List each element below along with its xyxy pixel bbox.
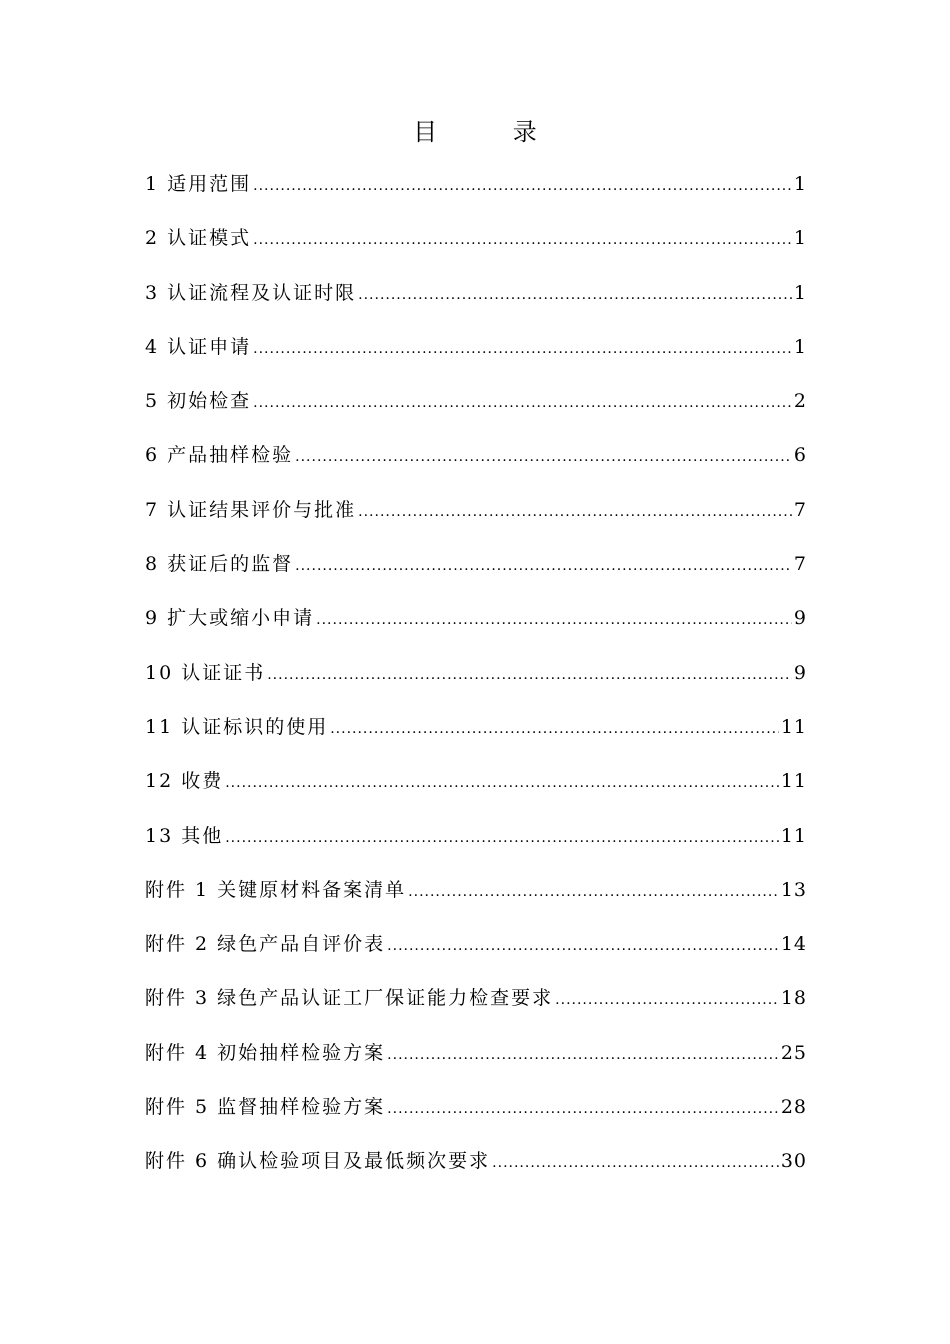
toc-item[interactable] (145, 981, 807, 1035)
toc-item[interactable] (145, 384, 807, 438)
toc-item[interactable] (145, 927, 807, 981)
toc-item[interactable] (145, 547, 807, 601)
toc-item-label: 5 初始检查 (145, 390, 252, 413)
toc-leader (387, 1092, 779, 1126)
toc-item-page: 1 (793, 335, 807, 358)
toc-item-label: 附件 4 初始抽样检验方案 (145, 1041, 386, 1064)
toc-item-label: 13 其他 (145, 824, 224, 847)
toc-item[interactable] (145, 1036, 807, 1090)
toc-item-page: 1 (793, 281, 807, 304)
toc-leader (253, 169, 792, 203)
toc-item[interactable] (145, 819, 807, 873)
toc-item-label: 3 认证流程及认证时限 (145, 281, 357, 304)
toc-leader (253, 223, 792, 257)
toc-leader (295, 440, 792, 474)
toc-item-label: 附件 5 监督抽样检验方案 (145, 1096, 386, 1119)
toc-leader (267, 658, 792, 692)
toc-item-page: 11 (780, 770, 807, 793)
toc-item-page: 1 (793, 173, 807, 195)
toc-item-page: 11 (780, 715, 807, 738)
toc-item[interactable] (145, 873, 807, 927)
toc-item-label: 4 认证申请 (145, 335, 252, 358)
toc-leader (387, 1038, 779, 1072)
toc-item[interactable] (145, 1144, 807, 1198)
toc-leader (225, 821, 779, 855)
toc-leader (358, 495, 792, 529)
toc-item[interactable] (145, 656, 807, 710)
toc-item-label: 10 认证证书 (145, 661, 266, 684)
toc-item[interactable] (145, 601, 807, 655)
toc-leader (555, 983, 779, 1017)
toc-item-label: 7 认证结果评价与批准 (145, 498, 357, 521)
toc-item[interactable] (145, 330, 807, 384)
toc-item-page: 13 (780, 878, 807, 901)
toc-item-page: 9 (793, 607, 807, 630)
toc-leader (253, 386, 792, 420)
toc-item-label: 9 扩大或缩小申请 (145, 607, 315, 630)
toc-leader (225, 766, 779, 800)
toc-item-label: 6 产品抽样检验 (145, 444, 294, 467)
toc-item[interactable] (145, 221, 807, 275)
toc-item-page: 2 (793, 390, 807, 413)
toc-item[interactable] (145, 438, 807, 492)
toc-item-label: 2 认证模式 (145, 227, 252, 250)
toc-item-label: 12 收费 (145, 770, 224, 793)
toc-item-page: 14 (780, 933, 807, 956)
toc-leader (295, 549, 792, 583)
toc-item-page: 7 (793, 498, 807, 521)
toc-item-page: 25 (780, 1041, 807, 1064)
toc-item-label: 附件 1 关键原材料备案清单 (145, 878, 407, 901)
toc-item[interactable] (145, 276, 807, 330)
toc-item-page: 9 (793, 661, 807, 684)
toc-item-page: 11 (780, 824, 807, 847)
toc-item-label: 11 认证标识的使用 (145, 715, 329, 738)
toc-item-label: 1 适用范围 (145, 173, 252, 195)
toc-leader (408, 875, 779, 909)
toc-item-label: 8 获证后的监督 (145, 553, 294, 576)
toc-item-page: 7 (793, 553, 807, 576)
toc-leader (358, 278, 792, 312)
toc-leader (253, 332, 792, 366)
toc-item[interactable] (145, 764, 807, 818)
toc-item[interactable] (145, 710, 807, 764)
toc-item-label: 附件 2 绿色产品自评价表 (145, 933, 386, 956)
toc-title: 目 录 (413, 118, 571, 146)
toc-leader (387, 929, 779, 963)
toc-item-page: 28 (780, 1096, 807, 1119)
toc-item[interactable] (145, 493, 807, 547)
toc-list (145, 167, 807, 1199)
toc-leader (330, 712, 779, 746)
toc-item-page: 30 (780, 1150, 807, 1173)
toc-item-label: 附件 6 确认检验项目及最低频次要求 (145, 1150, 491, 1173)
toc-item-label: 附件 3 绿色产品认证工厂保证能力检查要求 (145, 987, 554, 1010)
toc-item-page: 6 (793, 444, 807, 467)
toc-item-page: 1 (793, 227, 807, 250)
toc-leader (316, 603, 792, 637)
toc-item-page: 18 (780, 987, 807, 1010)
toc-leader (492, 1146, 779, 1180)
toc-item[interactable] (145, 1090, 807, 1144)
toc-item[interactable] (145, 167, 807, 221)
